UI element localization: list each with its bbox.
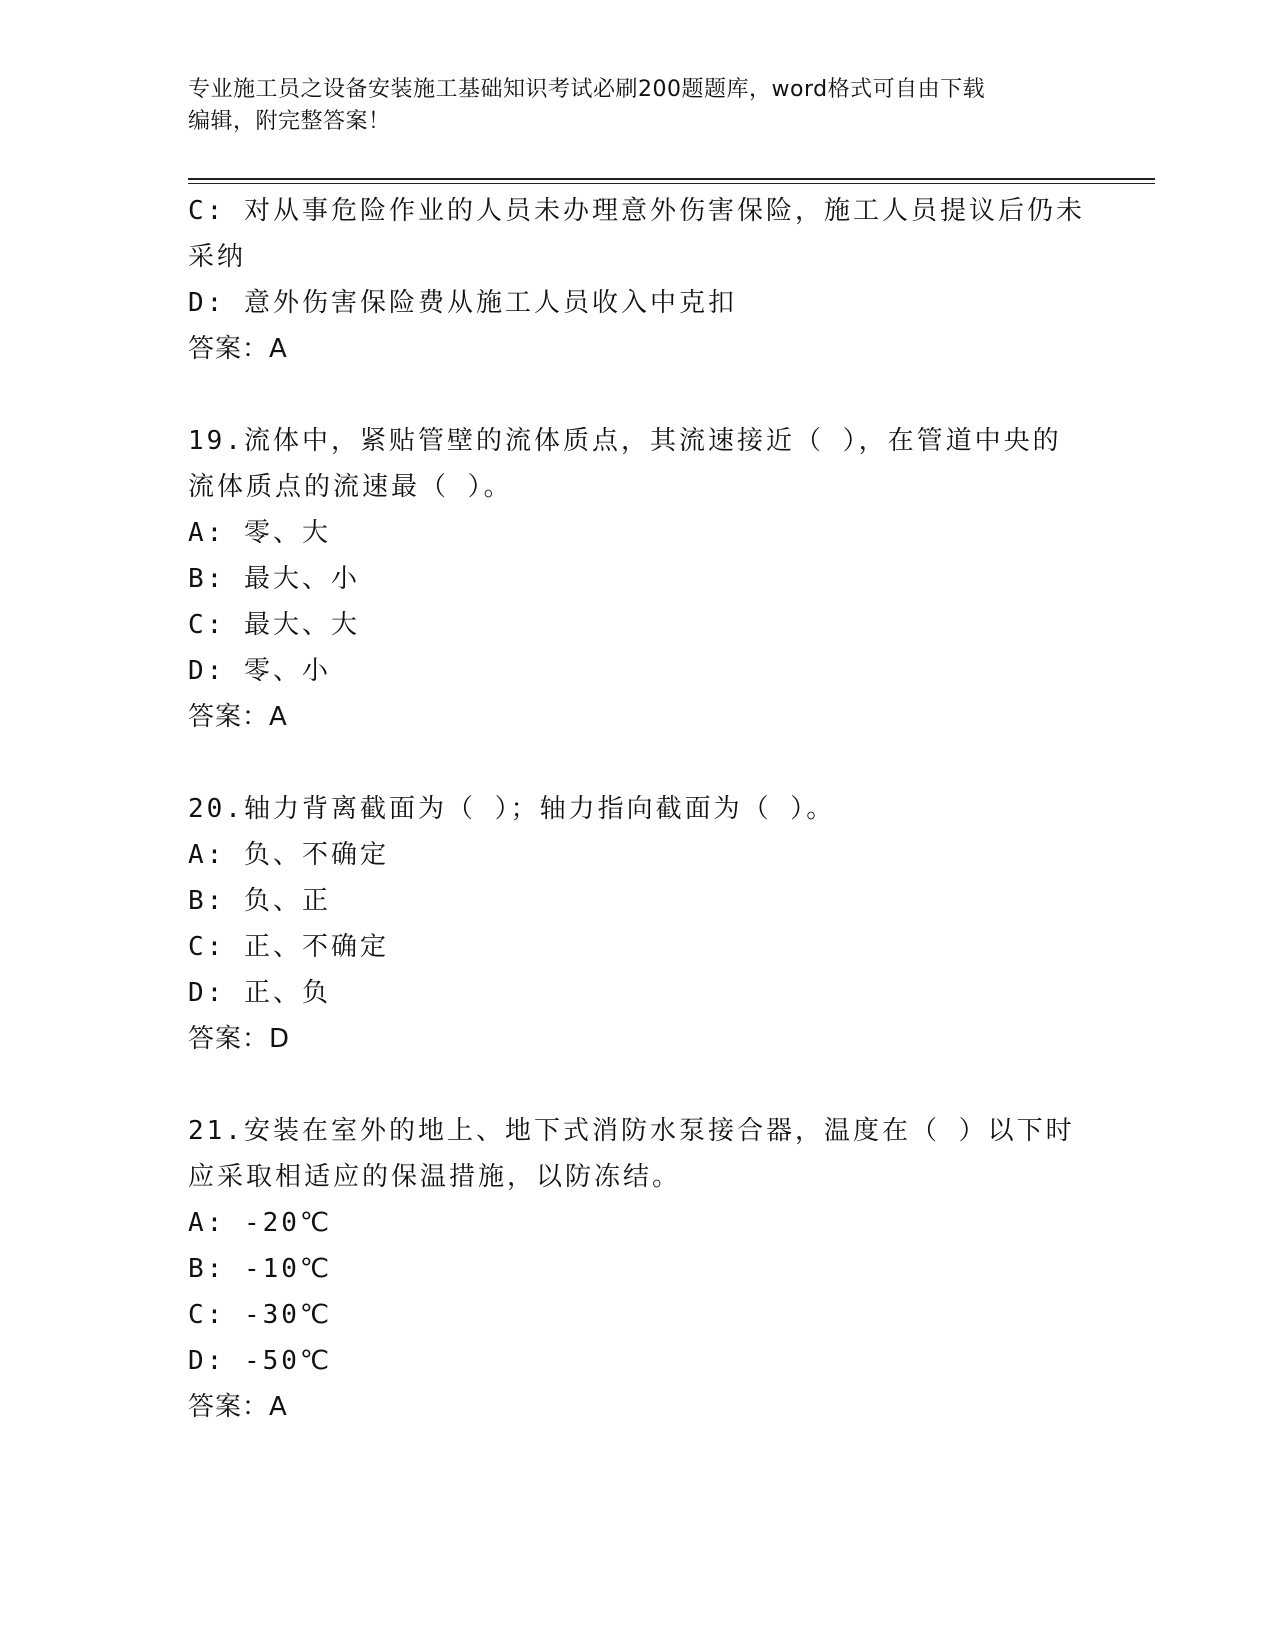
answer: 答案：D bbox=[188, 1024, 291, 1054]
question-stem-line-2: 应采取相适应的保温措施，以防冻结。 bbox=[188, 1162, 682, 1192]
question-18-continuation bbox=[188, 188, 1088, 372]
option-c: C: 最大、大 bbox=[188, 610, 360, 640]
answer: 答案：A bbox=[188, 334, 288, 364]
option-a: A: 零、大 bbox=[188, 518, 331, 548]
option-d: D: 正、负 bbox=[188, 978, 331, 1008]
header-divider bbox=[188, 178, 1155, 184]
question-19 bbox=[188, 418, 1088, 740]
option-a: A: -20℃ bbox=[188, 1208, 333, 1238]
option-b: B: 最大、小 bbox=[188, 564, 360, 594]
question-21 bbox=[188, 1108, 1088, 1430]
option-c: C: -30℃ bbox=[188, 1300, 333, 1330]
spacer bbox=[188, 740, 1088, 786]
option-d: D: 意外伤害保险费从施工人员收入中克扣 bbox=[188, 288, 737, 318]
option-c-line-2: 采纳 bbox=[188, 242, 247, 272]
header-line-2: 编辑，附完整答案！ bbox=[188, 109, 391, 134]
question-20 bbox=[188, 786, 1088, 1062]
option-a: A: 负、不确定 bbox=[188, 840, 389, 870]
option-d: D: -50℃ bbox=[188, 1346, 333, 1376]
option-d: D: 零、小 bbox=[188, 656, 331, 686]
option-c-line-1: C: 对从事危险作业的人员未办理意外伤害保险，施工人员提议后仍未 bbox=[188, 196, 1085, 226]
option-b: B: 负、正 bbox=[188, 886, 331, 916]
spacer bbox=[188, 1062, 1088, 1108]
document-header bbox=[188, 74, 1088, 138]
question-stem-line-1: 19.流体中，紧贴管壁的流体质点，其流速接近（ ），在管道中央的 bbox=[188, 426, 1062, 456]
answer: 答案：A bbox=[188, 702, 288, 732]
answer: 答案：A bbox=[188, 1392, 288, 1422]
spacer bbox=[188, 372, 1088, 418]
option-b: B: -10℃ bbox=[188, 1254, 333, 1284]
option-c: C: 正、不确定 bbox=[188, 932, 389, 962]
question-stem-line-1: 20.轴力背离截面为（ ）；轴力指向截面为（ ）。 bbox=[188, 794, 836, 824]
question-content bbox=[188, 188, 1088, 1430]
question-stem-line-2: 流体质点的流速最（ ）。 bbox=[188, 472, 513, 502]
header-line-1: 专业施工员之设备安装施工基础知识考试必刷200题题库，word格式可自由下载 bbox=[188, 77, 986, 102]
question-stem-line-1: 21.安装在室外的地上、地下式消防水泵接合器，温度在（ ）以下时 bbox=[188, 1116, 1075, 1146]
